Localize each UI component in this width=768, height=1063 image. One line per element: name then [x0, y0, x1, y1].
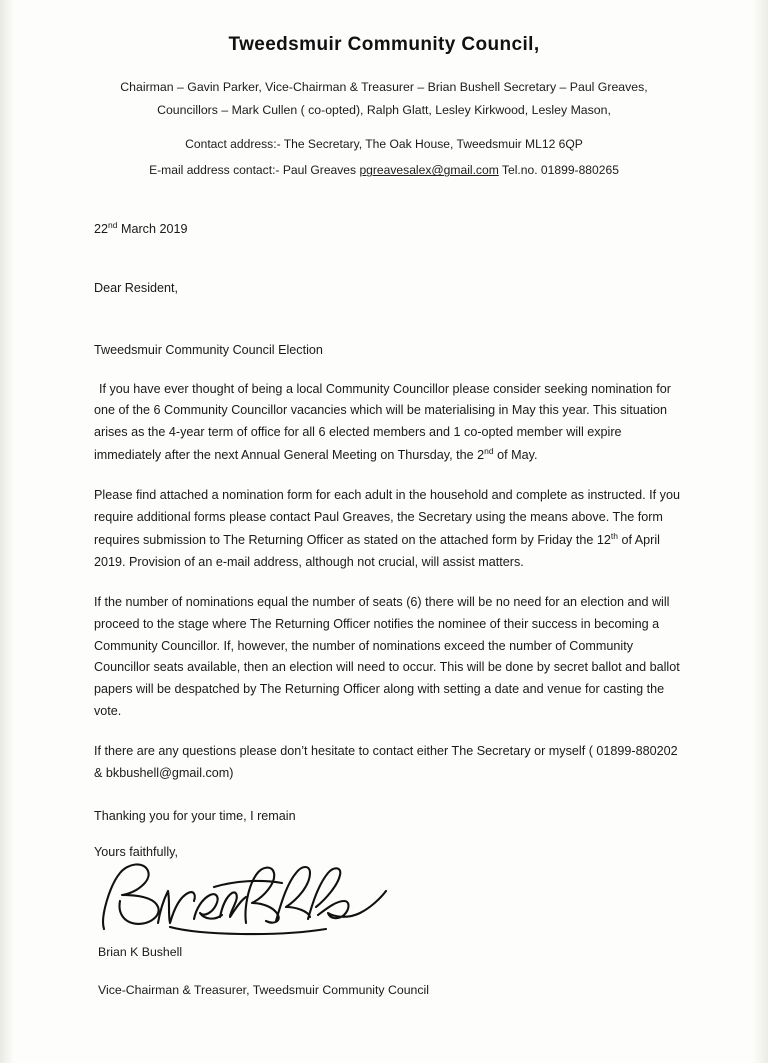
date-rest: March 2019 — [117, 222, 188, 237]
officers-line-1: Chairman – Gavin Parker, Vice-Chairman & Treasurer – Brian Bushell Secretary – Paul Greaves, — [120, 80, 648, 94]
paragraph-1-text-a: If you have ever thought of being a local Community Councillor please consider seeking nomination for one of the 6 Community Councillor vacancies which will be materialising in May this year. This situation arises as the 4-year term of office for all 6 elected members and 1 co-opted member will expire immediately after the next Annual General Meeting on Thursday, the 2 — [94, 381, 671, 462]
email-suffix: Tel.no. 01899-880265 — [498, 163, 619, 178]
letter-body — [62, 220, 706, 996]
email-address-link[interactable]: pgreavesalex@gmail.com — [359, 163, 499, 178]
date-day: 22 — [94, 222, 109, 237]
officers-line-2: Councillors – Mark Cullen ( co-opted), Ralph Glatt, Lesley Kirkwood, Lesley Mason, — [157, 102, 611, 117]
letter-date — [94, 220, 684, 236]
email-prefix: E-mail address contact:- Paul Greaves — [149, 163, 360, 178]
paragraph-2-text-a: Please find attached a nomination form for each adult in the household and complete as instructed. If you require additional forms please contact Paul Greaves, the Secretary using the means above. The form requires submission to The Returning Officer as stated on the attached form by Friday the 12 — [94, 488, 680, 547]
paragraph-2 — [94, 485, 684, 573]
date-ordinal: nd — [108, 220, 118, 231]
signature-image — [96, 857, 684, 943]
organisation-title: Tweedsmuir Community Council, — [228, 34, 540, 55]
signer-role: Vice-Chairman & Treasurer, Tweedsmuir Community Council — [98, 982, 430, 997]
valediction: Yours faithfully, — [94, 844, 179, 859]
paragraph-1-text-b: of May. — [493, 447, 538, 462]
subject-line: Tweedsmuir Community Council Election — [94, 342, 323, 357]
officers-block — [62, 76, 706, 121]
paragraph-3: If the number of nominations equal the number of seats (6) there will be no need for an election and will proceed to the stage where The Returning Officer notifies the nominee of their success in becoming a Community Councillor. If, however, the number of nominations exceed the number of Community Councillor seats available, then an election will need to occur. This will be done by secret ballot and ballot papers will be despatched by The Returning Officer along with setting a date and venue for casting the vote. — [94, 595, 680, 718]
paragraph-4: If there are any questions please don’t hesitate to contact either The Secretary or myself ( 01899-880202 & bkbushell@gmail.com) — [94, 744, 678, 780]
paragraph-1 — [94, 379, 684, 467]
contact-address: Contact address:- The Secretary, The Oak House, Tweedsmuir ML12 6QP — [185, 137, 583, 152]
signer-name: Brian K Bushell — [98, 944, 183, 959]
letterhead — [62, 34, 706, 177]
email-contact-line — [62, 163, 706, 177]
closing-line: Thanking you for your time, I remain — [94, 808, 296, 823]
paragraph-2-text-b: of April 2019. Provision of an e-mail address, although not crucial, will assist matters. — [94, 532, 660, 569]
paragraph-1-ordinal: nd — [484, 445, 494, 456]
paragraph-2-ordinal: th — [610, 530, 618, 541]
salutation: Dear Resident, — [94, 280, 178, 295]
